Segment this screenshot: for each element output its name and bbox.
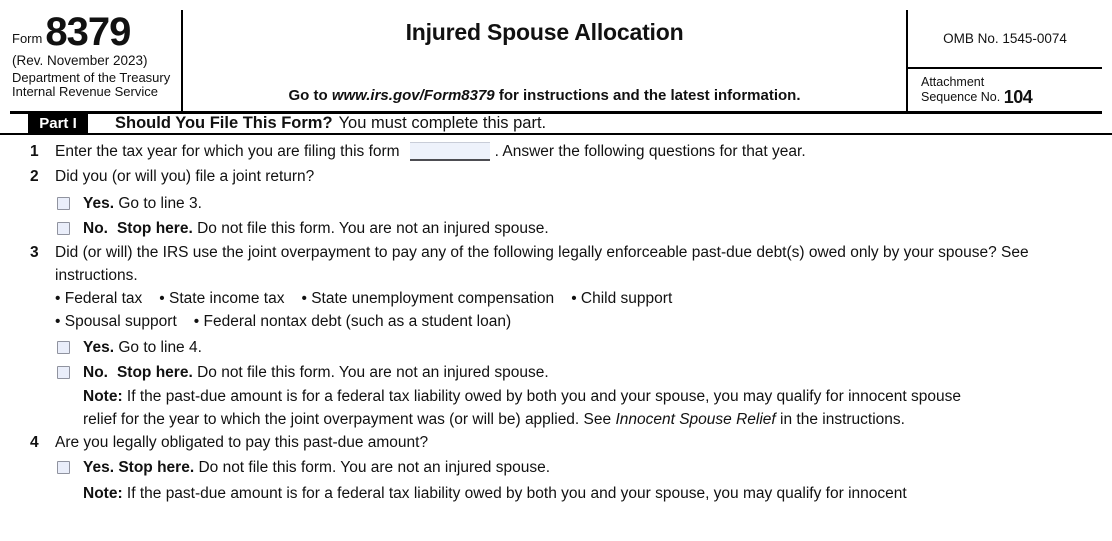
form-title: Injured Spouse Allocation: [405, 19, 684, 45]
line4-yes-checkbox[interactable]: [57, 461, 70, 474]
line2-yes-checkbox[interactable]: [57, 197, 70, 210]
line3-row: [0, 241, 1112, 287]
part1-heading: Should You File This Form?: [115, 114, 333, 132]
line2-no-label: No. Stop here. Do not file this form. You are not an injured spouse.: [83, 219, 549, 237]
tax-year-input[interactable]: [410, 142, 490, 161]
line4-number: 4: [30, 434, 39, 451]
line2-yes-row: [0, 193, 1112, 213]
form-identity-block: [10, 10, 181, 111]
form-8379-page: [0, 10, 1112, 541]
line3-yes-row: [0, 337, 1112, 357]
agency-line-2: Internal Revenue Service: [12, 84, 158, 100]
line4-yes-row: [0, 457, 1112, 477]
part1-label: Part I: [28, 114, 88, 133]
bullet-item: • State income tax: [159, 290, 285, 307]
line3-question: Did (or will) the IRS use the joint overpayment to pay any of the following legally enforceable past-due debt(s) owed only by your spouse? See instructions.: [55, 244, 1029, 284]
line4-question: Are you legally obligated to pay this past-due amount?: [55, 434, 429, 451]
part1-subheading: You must complete this part.: [338, 114, 547, 132]
line3-note: Note: If the past-due amount is for a federal tax liability owed by both you and your spouse, you may qualify for innocent spouse relief for the year to which the joint overpayment was (or will be) applied. See Innocent Spouse Relief in the instructions.: [83, 388, 961, 428]
form-title-block: [181, 10, 908, 111]
line2-number: 2: [30, 168, 39, 185]
form-goto-line: [183, 87, 906, 104]
line2-no-row: [0, 218, 1112, 238]
form-meta-block: [908, 10, 1102, 111]
line3-yes-label: Yes. Go to line 4.: [83, 338, 202, 356]
form-revision: (Rev. November 2023): [12, 52, 148, 68]
agency-line-1: Department of the Treasury: [12, 69, 171, 85]
omb-number: OMB No. 1545-0074: [908, 10, 1102, 69]
line3-yes-checkbox[interactable]: [57, 341, 70, 354]
sequence-label: Sequence No.: [921, 89, 1004, 104]
line3-debt-list-row1: [0, 287, 1112, 310]
line3-no-checkbox[interactable]: [57, 366, 70, 379]
part1-header-bar: [0, 114, 1112, 135]
attachment-label: Attachment: [921, 75, 985, 89]
line2-row: [0, 165, 1112, 188]
line1-row: [0, 140, 1112, 163]
bullet-item: • State unemployment compensation: [301, 290, 555, 307]
line4-yes-label: Yes. Stop here. Do not file this form. You are not an injured spouse.: [83, 458, 550, 476]
goto-suffix: for instructions and the latest information.: [494, 87, 801, 104]
bullet-item: • Federal tax: [55, 290, 143, 307]
line2-question: Did you (or will you) file a joint return?: [55, 168, 315, 185]
line3-no-row: [0, 362, 1112, 382]
attachment-block: [908, 69, 1102, 111]
line4-note: Note: If the past-due amount is for a federal tax liability owed by both you and your spouse, you may qualify for innocent: [83, 485, 907, 502]
form-number: 8379: [45, 10, 131, 54]
line4-row: [0, 431, 1112, 454]
bullet-item: • Child support: [571, 290, 673, 307]
line2-yes-label: Yes. Go to line 3.: [83, 194, 202, 212]
goto-prefix: Go to: [288, 87, 332, 104]
line1-text-after: . Answer the following questions for that year.: [494, 143, 806, 160]
part1-body: [0, 140, 1112, 505]
bullet-item: • Spousal support: [55, 313, 177, 330]
line3-number: 3: [30, 244, 39, 261]
line1-text: [55, 140, 806, 163]
line3-no-label: No. Stop here. Do not file this form. You are not an injured spouse.: [83, 363, 549, 381]
bullet-item: • Federal nontax debt (such as a student loan): [193, 313, 512, 330]
line2-no-checkbox[interactable]: [57, 222, 70, 235]
line1-text-before: Enter the tax year for which you are filing this form: [55, 143, 400, 160]
line3-debt-list-row2: [0, 310, 1112, 333]
goto-url[interactable]: www.irs.gov/Form8379: [331, 87, 495, 104]
form-header: [10, 10, 1102, 114]
sequence-number: 104: [1003, 86, 1033, 107]
line1-number: 1: [30, 143, 39, 160]
form-word-label: Form: [12, 30, 43, 46]
